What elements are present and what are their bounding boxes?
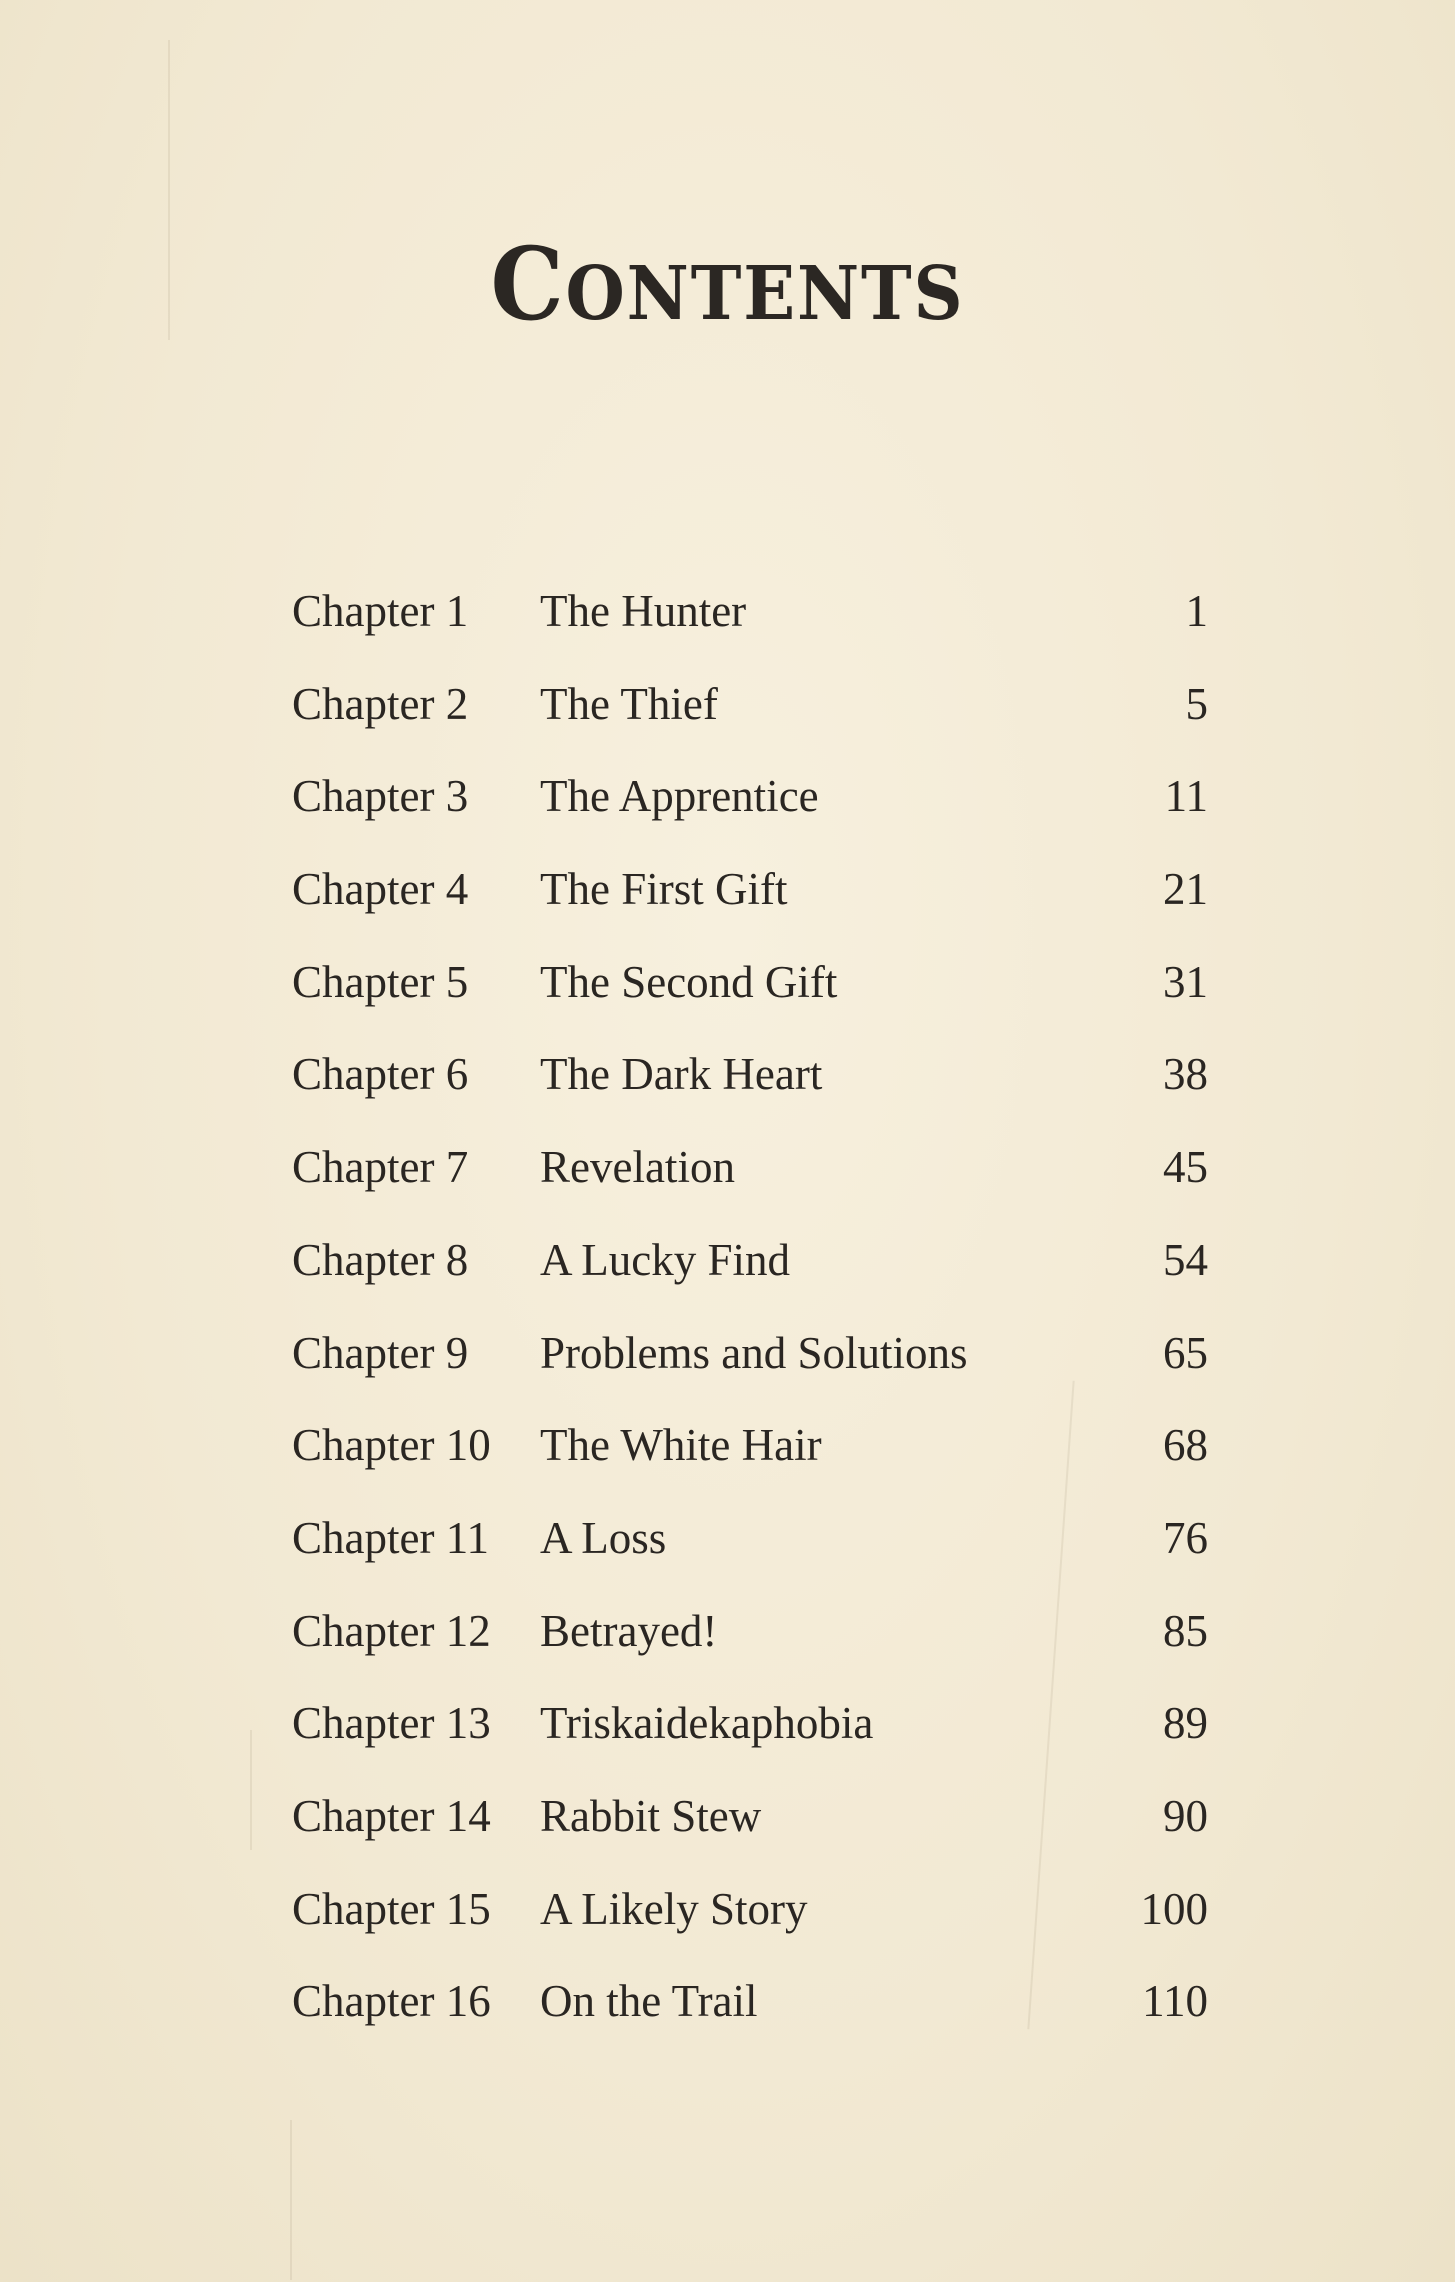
chapter-number: Chapter 16: [292, 1976, 491, 2027]
toc-row[interactable]: [292, 1868, 1208, 1961]
chapter-title: Rabbit Stew: [540, 1790, 762, 1841]
paper-crease: [250, 1730, 252, 1850]
chapter-title: On the Trail: [540, 1976, 758, 2027]
chapter-number: Chapter 13: [292, 1698, 491, 1749]
page-number: 65: [1163, 1327, 1208, 1378]
chapter-title: The Hunter: [540, 586, 747, 636]
toc-row[interactable]: [292, 1497, 1208, 1590]
title-initial: C: [490, 225, 566, 343]
page-number: 68: [1163, 1420, 1208, 1471]
page-number: 100: [1140, 1883, 1208, 1934]
toc-row[interactable]: [292, 1960, 1208, 2053]
toc-row[interactable]: [292, 1682, 1208, 1775]
page-number: 5: [1185, 678, 1208, 729]
chapter-number: Chapter 1: [292, 586, 469, 636]
chapter-number: Chapter 14: [292, 1790, 491, 1841]
chapter-number: Chapter 15: [292, 1883, 491, 1934]
toc-row[interactable]: [292, 570, 1208, 663]
chapter-title: The Apprentice: [540, 771, 819, 822]
chapter-title: The White Hair: [540, 1420, 822, 1471]
page-number: 54: [1163, 1234, 1208, 1285]
page-number: 1: [1185, 586, 1208, 636]
toc-row[interactable]: [292, 848, 1208, 941]
toc-row[interactable]: [292, 755, 1208, 848]
paper-crease: [290, 2120, 292, 2280]
page-number: 11: [1164, 771, 1208, 822]
page-number: 38: [1163, 1049, 1208, 1100]
chapter-title: The Dark Heart: [540, 1049, 823, 1100]
toc-row[interactable]: [292, 1033, 1208, 1126]
chapter-number: Chapter 9: [292, 1327, 469, 1378]
page-number: 90: [1163, 1790, 1208, 1841]
toc-row[interactable]: [292, 941, 1208, 1034]
chapter-number: Chapter 6: [292, 1049, 469, 1100]
chapter-title: A Lucky Find: [540, 1234, 791, 1285]
chapter-title: Problems and Solutions: [540, 1327, 968, 1378]
chapter-number: Chapter 5: [292, 956, 469, 1007]
chapter-title: The Second Gift: [540, 956, 838, 1007]
chapter-title: Revelation: [540, 1142, 735, 1193]
chapter-title: The First Gift: [540, 864, 788, 915]
table-of-contents: [292, 570, 1208, 2053]
page-title: [58, 225, 1397, 343]
page-number: 85: [1163, 1605, 1208, 1656]
chapter-number: Chapter 2: [292, 678, 469, 729]
chapter-title: A Likely Story: [540, 1883, 808, 1934]
chapter-number: Chapter 8: [292, 1234, 469, 1285]
chapter-title: Triskaidekaphobia: [540, 1698, 874, 1749]
toc-row[interactable]: [292, 1590, 1208, 1683]
chapter-title: A Loss: [540, 1512, 667, 1563]
toc-row[interactable]: [292, 1219, 1208, 1312]
page-number: 45: [1163, 1142, 1208, 1193]
toc-row[interactable]: [292, 1775, 1208, 1868]
chapter-title: The Thief: [540, 678, 718, 729]
chapter-number: Chapter 3: [292, 771, 469, 822]
chapter-number: Chapter 12: [292, 1605, 491, 1656]
toc-row[interactable]: [292, 663, 1208, 756]
title-rest: ONTENTS: [565, 251, 965, 337]
chapter-number: Chapter 4: [292, 864, 469, 915]
toc-row[interactable]: [292, 1126, 1208, 1219]
page-number: 31: [1163, 956, 1208, 1007]
toc-row[interactable]: [292, 1312, 1208, 1405]
chapter-number: Chapter 11: [292, 1512, 490, 1563]
chapter-number: Chapter 10: [292, 1420, 491, 1471]
page-number: 89: [1163, 1698, 1208, 1749]
page-number: 76: [1163, 1512, 1208, 1563]
page-number: 110: [1142, 1976, 1208, 2027]
page-number: 21: [1163, 864, 1208, 915]
chapter-title: Betrayed!: [540, 1605, 718, 1656]
chapter-number: Chapter 7: [292, 1142, 469, 1193]
toc-row[interactable]: [292, 1404, 1208, 1497]
